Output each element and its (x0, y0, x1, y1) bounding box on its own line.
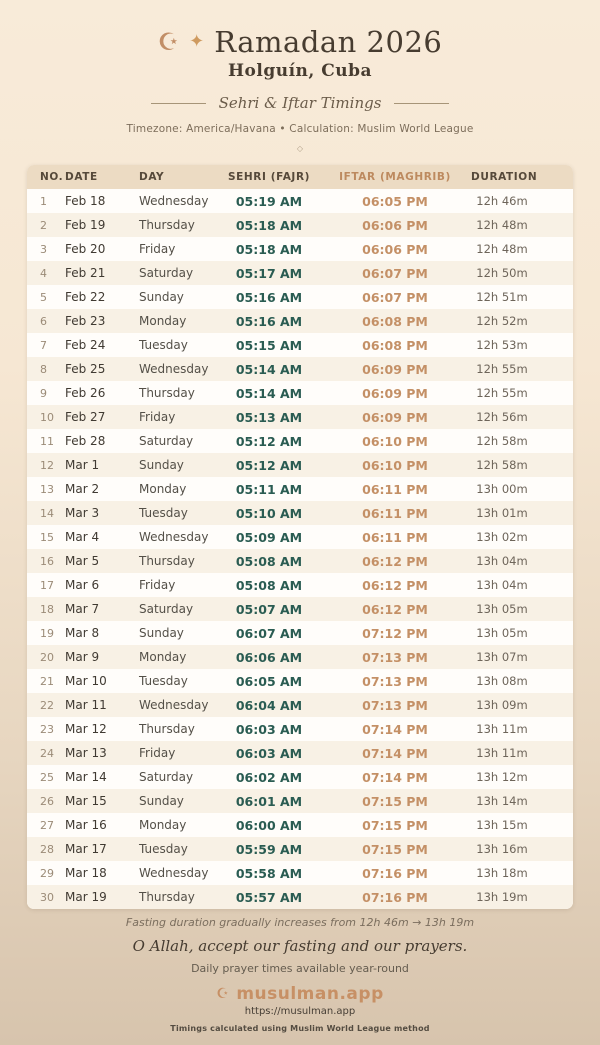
cell-sehri: 05:14 AM (235, 385, 303, 401)
table-row (27, 861, 573, 885)
cell-no: 9 (40, 386, 47, 400)
diamond-ornament-icon: ◇ (296, 144, 304, 153)
cell-day: Wednesday (139, 194, 209, 208)
cell-duration: 12h 50m (476, 266, 528, 280)
col-header-duration: DURATION (471, 165, 573, 189)
table-row (27, 885, 573, 909)
cell-iftar: 06:11 PM (362, 481, 428, 497)
cell-sehri: 06:05 AM (235, 673, 303, 689)
cell-sehri: 05:14 AM (235, 361, 303, 377)
brand-crescent-icon: ☪ (216, 986, 230, 1002)
table-row (27, 285, 573, 309)
cell-date: Feb 23 (65, 314, 106, 328)
cell-no: 7 (40, 338, 47, 352)
cell-no: 8 (40, 362, 47, 376)
col-header-date: DATE (63, 165, 139, 189)
cell-date: Feb 28 (65, 434, 106, 448)
cell-duration: 13h 02m (476, 530, 528, 544)
cell-iftar: 06:06 PM (362, 241, 428, 257)
cell-date: Feb 21 (65, 266, 106, 280)
cell-date: Mar 3 (65, 506, 100, 520)
cell-no: 23 (40, 722, 54, 736)
cell-no: 28 (40, 842, 54, 856)
cell-day: Wednesday (139, 530, 209, 544)
cell-iftar: 06:11 PM (362, 529, 428, 545)
cell-duration: 12h 46m (476, 194, 528, 208)
cell-iftar: 06:07 PM (362, 289, 428, 305)
calculation-method-note: Timings calculated using Muslim World League method (170, 1024, 430, 1033)
cell-duration: 13h 11m (476, 722, 528, 736)
cell-iftar: 07:15 PM (362, 817, 428, 833)
cell-no: 16 (40, 554, 54, 568)
cell-day: Friday (139, 746, 176, 760)
cell-sehri: 05:08 AM (235, 577, 303, 593)
cell-sehri: 05:11 AM (235, 481, 303, 497)
cell-no: 30 (40, 890, 54, 904)
cell-day: Friday (139, 242, 176, 256)
cell-duration: 13h 07m (476, 650, 528, 664)
cell-day: Tuesday (139, 338, 188, 352)
table-row (27, 765, 573, 789)
table-row (27, 453, 573, 477)
cell-sehri: 05:08 AM (235, 553, 303, 569)
cell-no: 22 (40, 698, 54, 712)
divider-line-right (394, 103, 449, 104)
cell-sehri: 05:10 AM (235, 505, 303, 521)
cell-duration: 13h 00m (476, 482, 528, 496)
cell-iftar: 07:12 PM (362, 625, 428, 641)
cell-duration: 13h 05m (476, 626, 528, 640)
cell-iftar: 07:13 PM (362, 649, 428, 665)
cell-sehri: 06:04 AM (235, 697, 303, 713)
cell-day: Thursday (139, 554, 195, 568)
cell-date: Mar 13 (65, 746, 107, 760)
timetable (27, 165, 573, 909)
cell-day: Tuesday (139, 506, 188, 520)
title-row (0, 24, 600, 60)
cell-iftar: 06:08 PM (362, 337, 428, 353)
cell-no: 15 (40, 530, 54, 544)
table-row (27, 693, 573, 717)
cell-day: Sunday (139, 458, 184, 472)
cell-duration: 13h 08m (476, 674, 528, 688)
page-header (0, 0, 600, 153)
table-row (27, 597, 573, 621)
cell-duration: 12h 48m (476, 218, 528, 232)
cell-duration: 13h 11m (476, 746, 528, 760)
cell-no: 5 (40, 290, 47, 304)
cell-no: 4 (40, 266, 47, 280)
cell-day: Thursday (139, 890, 195, 904)
cell-sehri: 05:16 AM (235, 313, 303, 329)
cell-day: Wednesday (139, 866, 209, 880)
cell-no: 11 (40, 434, 54, 448)
cell-no: 2 (40, 218, 47, 232)
cell-sehri: 05:58 AM (235, 865, 303, 881)
cell-iftar: 07:14 PM (362, 745, 428, 761)
cell-no: 27 (40, 818, 54, 832)
cell-sehri: 06:06 AM (235, 649, 303, 665)
cell-date: Mar 1 (65, 458, 100, 472)
cell-no: 1 (40, 194, 47, 208)
cell-sehri: 05:17 AM (235, 265, 303, 281)
col-header-sehri: SEHRI (FAJR) (219, 165, 319, 189)
col-header-no: NO. (27, 165, 63, 189)
table-row (27, 309, 573, 333)
cell-duration: 12h 56m (476, 410, 528, 424)
cell-sehri: 05:16 AM (235, 289, 303, 305)
cell-sehri: 06:00 AM (235, 817, 303, 833)
cell-date: Feb 19 (65, 218, 106, 232)
cell-sehri: 05:57 AM (235, 889, 303, 905)
cell-duration: 13h 05m (476, 602, 528, 616)
cell-duration: 13h 12m (476, 770, 528, 784)
table-row (27, 429, 573, 453)
cell-iftar: 07:16 PM (362, 865, 428, 881)
cell-sehri: 05:18 AM (235, 217, 303, 233)
cell-no: 18 (40, 602, 54, 616)
cell-duration: 13h 09m (476, 698, 528, 712)
cell-day: Monday (139, 482, 187, 496)
brand-name: musulman.app (236, 984, 384, 1004)
cell-day: Thursday (139, 218, 195, 232)
cell-date: Mar 11 (65, 698, 107, 712)
table-row (27, 573, 573, 597)
cell-sehri: 06:01 AM (235, 793, 303, 809)
cell-duration: 13h 19m (476, 890, 528, 904)
cell-no: 29 (40, 866, 54, 880)
table-row (27, 405, 573, 429)
cell-iftar: 07:16 PM (362, 889, 428, 905)
cell-no: 20 (40, 650, 54, 664)
cell-iftar: 06:09 PM (362, 385, 428, 401)
table-row (27, 525, 573, 549)
table-row (27, 357, 573, 381)
cell-duration: 13h 04m (476, 554, 528, 568)
cell-day: Sunday (139, 290, 184, 304)
cell-day: Wednesday (139, 698, 209, 712)
page-title: Ramadan 2026 (214, 25, 443, 59)
cell-day: Tuesday (139, 842, 188, 856)
cell-sehri: 05:18 AM (235, 241, 303, 257)
cell-day: Saturday (139, 434, 194, 448)
table-row (27, 501, 573, 525)
cell-date: Mar 10 (65, 674, 107, 688)
cell-iftar: 07:15 PM (362, 793, 428, 809)
table-row (27, 477, 573, 501)
table-row (27, 789, 573, 813)
cell-no: 13 (40, 482, 54, 496)
cell-date: Mar 12 (65, 722, 107, 736)
cell-iftar: 07:14 PM (362, 769, 428, 785)
cell-duration: 12h 58m (476, 434, 528, 448)
cell-day: Thursday (139, 386, 195, 400)
cell-date: Mar 5 (65, 554, 100, 568)
brand-link[interactable] (216, 984, 383, 1004)
table-row (27, 213, 573, 237)
cell-sehri: 06:02 AM (235, 769, 303, 785)
table-row (27, 669, 573, 693)
cell-day: Monday (139, 650, 187, 664)
cell-iftar: 06:12 PM (362, 601, 428, 617)
cell-duration: 13h 16m (476, 842, 528, 856)
table-row (27, 261, 573, 285)
cell-iftar: 06:09 PM (362, 361, 428, 377)
timetable-header (27, 165, 573, 189)
cell-duration: 12h 58m (476, 458, 528, 472)
cell-no: 3 (40, 242, 47, 256)
cell-sehri: 05:15 AM (235, 337, 303, 353)
cell-date: Feb 26 (65, 386, 106, 400)
cell-day: Friday (139, 578, 176, 592)
cell-day: Tuesday (139, 674, 188, 688)
cell-iftar: 06:12 PM (362, 577, 428, 593)
subtitle-divider (0, 94, 600, 112)
cell-sehri: 06:03 AM (235, 721, 303, 737)
cell-day: Saturday (139, 602, 194, 616)
cell-date: Mar 18 (65, 866, 107, 880)
cell-duration: 12h 52m (476, 314, 528, 328)
table-row (27, 717, 573, 741)
crescent-moon-icon: ☪ (157, 28, 180, 56)
cell-no: 21 (40, 674, 54, 688)
availability-note: Daily prayer times available year-round (191, 962, 409, 975)
cell-date: Mar 7 (65, 602, 100, 616)
cell-iftar: 06:06 PM (362, 217, 428, 233)
cell-sehri: 05:12 AM (235, 433, 303, 449)
cell-iftar: 07:13 PM (362, 697, 428, 713)
table-row (27, 549, 573, 573)
cell-iftar: 07:13 PM (362, 673, 428, 689)
cell-date: Feb 20 (65, 242, 106, 256)
cell-no: 14 (40, 506, 54, 520)
cell-sehri: 05:09 AM (235, 529, 303, 545)
cell-iftar: 07:15 PM (362, 841, 428, 857)
cell-no: 26 (40, 794, 54, 808)
sparkle-star-icon: ✦ (189, 31, 205, 52)
cell-date: Mar 9 (65, 650, 100, 664)
table-row (27, 741, 573, 765)
cell-day: Friday (139, 410, 176, 424)
cell-date: Feb 25 (65, 362, 106, 376)
cell-iftar: 06:07 PM (362, 265, 428, 281)
cell-sehri: 05:12 AM (235, 457, 303, 473)
cell-day: Saturday (139, 770, 194, 784)
cell-no: 10 (40, 410, 54, 424)
cell-sehri: 05:13 AM (235, 409, 303, 425)
cell-duration: 13h 18m (476, 866, 528, 880)
cell-date: Mar 16 (65, 818, 107, 832)
cell-iftar: 06:11 PM (362, 505, 428, 521)
cell-iftar: 06:08 PM (362, 313, 428, 329)
cell-date: Feb 22 (65, 290, 106, 304)
cell-date: Mar 6 (65, 578, 100, 592)
cell-date: Mar 15 (65, 794, 107, 808)
duration-trend-note: Fasting duration gradually increases from 12h 46m → 13h 19m (125, 916, 475, 929)
timetable-card (27, 165, 573, 909)
cell-date: Mar 4 (65, 530, 100, 544)
cell-no: 24 (40, 746, 54, 760)
cell-duration: 13h 04m (476, 578, 528, 592)
cell-no: 17 (40, 578, 54, 592)
cell-iftar: 06:09 PM (362, 409, 428, 425)
cell-sehri: 05:19 AM (235, 193, 303, 209)
page-footer (0, 916, 600, 1033)
cell-date: Feb 18 (65, 194, 106, 208)
table-row (27, 645, 573, 669)
cell-date: Feb 24 (65, 338, 106, 352)
timetable-body (27, 189, 573, 909)
cell-day: Sunday (139, 794, 184, 808)
cell-iftar: 06:12 PM (362, 553, 428, 569)
col-header-day: DAY (139, 165, 219, 189)
cell-duration: 13h 15m (476, 818, 528, 832)
cell-date: Mar 14 (65, 770, 107, 784)
table-row (27, 621, 573, 645)
site-url[interactable]: https://musulman.app (244, 1006, 356, 1017)
location-subtitle: Holguín, Cuba (227, 61, 373, 81)
divider-line-left (151, 103, 206, 104)
cell-duration: 12h 51m (476, 290, 528, 304)
cell-day: Monday (139, 818, 187, 832)
cell-date: Feb 27 (65, 410, 106, 424)
cell-sehri: 06:03 AM (235, 745, 303, 761)
table-row (27, 333, 573, 357)
cell-sehri: 05:59 AM (235, 841, 303, 857)
cell-day: Monday (139, 314, 187, 328)
cell-date: Mar 8 (65, 626, 100, 640)
table-row (27, 837, 573, 861)
cell-sehri: 05:07 AM (235, 601, 303, 617)
timezone-calculation-meta: Timezone: America/Havana • Calculation: Muslim World League (126, 123, 474, 135)
cell-no: 6 (40, 314, 47, 328)
cell-date: Mar 17 (65, 842, 107, 856)
cell-no: 25 (40, 770, 54, 784)
header-row (27, 165, 573, 189)
cell-duration: 12h 55m (476, 362, 528, 376)
cell-day: Sunday (139, 626, 184, 640)
cell-duration: 12h 55m (476, 386, 528, 400)
timings-subtitle: Sehri & Iftar Timings (218, 94, 382, 112)
cell-sehri: 06:07 AM (235, 625, 303, 641)
cell-iftar: 07:14 PM (362, 721, 428, 737)
dua-text: O Allah, accept our fasting and our prayers. (132, 937, 468, 955)
cell-iftar: 06:05 PM (362, 193, 428, 209)
cell-day: Thursday (139, 722, 195, 736)
cell-date: Mar 19 (65, 890, 107, 904)
cell-duration: 13h 14m (476, 794, 528, 808)
cell-iftar: 06:10 PM (362, 433, 428, 449)
cell-duration: 12h 53m (476, 338, 528, 352)
cell-date: Mar 2 (65, 482, 100, 496)
table-row (27, 813, 573, 837)
col-header-iftar: IFTAR (MAGHRIB) (319, 165, 471, 189)
table-row (27, 189, 573, 213)
cell-day: Wednesday (139, 362, 209, 376)
cell-duration: 12h 48m (476, 242, 528, 256)
cell-no: 19 (40, 626, 54, 640)
cell-day: Saturday (139, 266, 194, 280)
table-row (27, 237, 573, 261)
cell-iftar: 06:10 PM (362, 457, 428, 473)
cell-no: 12 (40, 458, 54, 472)
cell-duration: 13h 01m (476, 506, 528, 520)
table-row (27, 381, 573, 405)
